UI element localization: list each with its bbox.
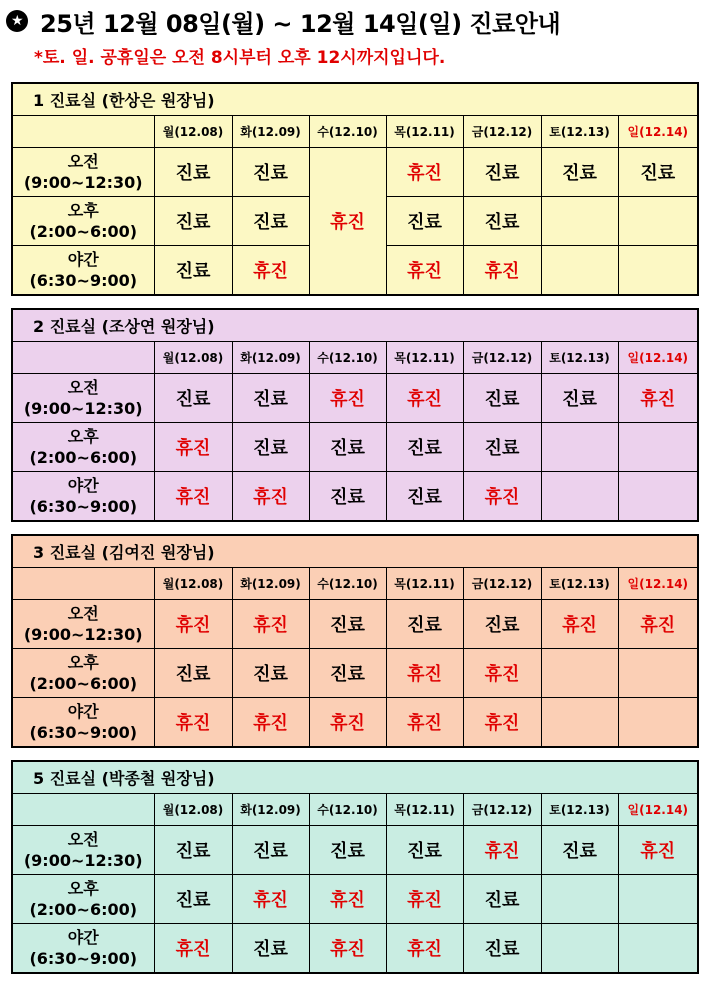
room-schedule-1 (11, 82, 697, 296)
table-row (12, 472, 698, 522)
schedule-cell: 진료 (232, 826, 309, 875)
slot-label (12, 826, 154, 875)
schedule-cell: 진료 (386, 826, 463, 875)
schedule-cell (541, 649, 618, 698)
schedule-cell: 휴진 (386, 875, 463, 924)
room-title: 2 진료실 (조상연 원장님) (12, 309, 698, 342)
schedule-cell (618, 423, 698, 472)
schedule-cell: 휴진 (463, 246, 541, 296)
schedule-cell: 휴진 (386, 148, 463, 197)
table-row (12, 148, 698, 197)
slot-time: (9:00~12:30) (23, 399, 143, 418)
day-header: 월(12.08) (154, 116, 232, 148)
slot-label (12, 924, 154, 974)
schedule-cell: 휴진 (232, 875, 309, 924)
schedule-cell: 휴진 (386, 698, 463, 748)
slot-label (12, 374, 154, 423)
table-row (12, 924, 698, 974)
schedule-cell: 진료 (232, 924, 309, 974)
corner-cell (12, 568, 154, 600)
slot-name: 오후 (67, 201, 99, 220)
schedule-cell: 휴진 (541, 600, 618, 649)
schedule-cell: 진료 (309, 600, 386, 649)
page-title-text: 25년 12월 08일(월) ~ 12월 14일(일) 진료안내 (40, 9, 561, 38)
page-title (6, 2, 560, 40)
schedule-cell: 진료 (541, 374, 618, 423)
day-header: 목(12.11) (386, 116, 463, 148)
room-schedule-4 (11, 760, 697, 974)
schedule-cell: 휴진 (309, 698, 386, 748)
schedule-cell: 진료 (154, 197, 232, 246)
slot-time: (6:30~9:00) (29, 497, 138, 516)
day-header: 화(12.09) (232, 794, 309, 826)
day-header: 토(12.13) (541, 116, 618, 148)
schedule-cell: 진료 (463, 924, 541, 974)
room-title: 1 진료실 (한상은 원장님) (12, 83, 698, 116)
day-header: 목(12.11) (386, 794, 463, 826)
slot-name: 야간 (67, 702, 99, 721)
slot-time: (9:00~12:30) (23, 625, 143, 644)
schedule-cell: 진료 (463, 148, 541, 197)
schedule-cell: 휴진 (463, 698, 541, 748)
schedule-cell: 진료 (463, 374, 541, 423)
schedule-cell: 휴진 (618, 374, 698, 423)
schedule-cell: 진료 (154, 649, 232, 698)
day-header: 토(12.13) (541, 568, 618, 600)
day-header: 일(12.14) (618, 342, 698, 374)
schedule-cell: 휴진 (154, 423, 232, 472)
schedule-table (11, 82, 699, 296)
corner-cell (12, 116, 154, 148)
day-header: 금(12.12) (463, 794, 541, 826)
schedule-cell: 휴진 (309, 148, 386, 296)
schedule-cell: 진료 (232, 374, 309, 423)
schedule-cell: 휴진 (618, 826, 698, 875)
slot-label (12, 197, 154, 246)
day-header: 일(12.14) (618, 568, 698, 600)
schedule-cell: 진료 (232, 148, 309, 197)
schedule-cell (541, 875, 618, 924)
schedule-cell (541, 472, 618, 522)
table-row (12, 649, 698, 698)
schedule-cell: 휴진 (618, 600, 698, 649)
slot-label (12, 698, 154, 748)
slot-name: 오전 (67, 152, 99, 171)
day-header: 목(12.11) (386, 568, 463, 600)
day-header: 목(12.11) (386, 342, 463, 374)
slot-name: 오후 (67, 879, 99, 898)
schedule-cell: 휴진 (309, 924, 386, 974)
table-row (12, 875, 698, 924)
day-header: 수(12.10) (309, 342, 386, 374)
weekend-notice: *토. 일. 공휴일은 오전 8시부터 오후 12시까지입니다. (34, 47, 446, 68)
room-title: 5 진료실 (박종철 원장님) (12, 761, 698, 794)
schedule-cell: 진료 (309, 423, 386, 472)
schedule-cell: 휴진 (232, 472, 309, 522)
day-header: 화(12.09) (232, 342, 309, 374)
schedule-cell: 진료 (541, 148, 618, 197)
schedule-cell: 휴진 (154, 698, 232, 748)
slot-label (12, 148, 154, 197)
schedule-cell: 진료 (386, 423, 463, 472)
schedule-table (11, 534, 699, 748)
day-header: 수(12.10) (309, 568, 386, 600)
slot-name: 야간 (67, 476, 99, 495)
slot-time: (9:00~12:30) (23, 851, 143, 870)
schedule-cell (618, 698, 698, 748)
schedule-cell: 휴진 (232, 600, 309, 649)
corner-cell (12, 794, 154, 826)
schedule-cell: 진료 (541, 826, 618, 875)
schedule-cell: 휴진 (463, 826, 541, 875)
schedule-cell: 휴진 (386, 649, 463, 698)
slot-label (12, 649, 154, 698)
slot-label (12, 600, 154, 649)
schedule-cell (541, 197, 618, 246)
schedule-table (11, 308, 699, 522)
schedule-cell: 휴진 (154, 472, 232, 522)
schedule-cell: 휴진 (154, 600, 232, 649)
slot-label (12, 423, 154, 472)
schedule-cell: 진료 (463, 600, 541, 649)
day-header: 월(12.08) (154, 568, 232, 600)
table-row (12, 826, 698, 875)
schedule-cell (541, 423, 618, 472)
schedule-cell: 휴진 (309, 875, 386, 924)
schedule-cell: 진료 (154, 875, 232, 924)
slot-name: 야간 (67, 250, 99, 269)
slot-time: (9:00~12:30) (23, 173, 143, 192)
schedule-cell: 진료 (386, 197, 463, 246)
schedule-cell: 진료 (386, 600, 463, 649)
room-schedule-2 (11, 308, 697, 522)
slot-name: 야간 (67, 928, 99, 947)
day-header: 일(12.14) (618, 794, 698, 826)
day-header: 화(12.09) (232, 568, 309, 600)
schedule-cell: 진료 (232, 649, 309, 698)
schedule-cell: 진료 (386, 472, 463, 522)
star-icon: ★ (6, 10, 28, 32)
schedule-cell: 휴진 (232, 246, 309, 296)
schedule-cell: 진료 (463, 197, 541, 246)
schedule-cell (618, 246, 698, 296)
day-header: 월(12.08) (154, 342, 232, 374)
slot-name: 오전 (67, 604, 99, 623)
day-header: 토(12.13) (541, 342, 618, 374)
corner-cell (12, 342, 154, 374)
day-header: 수(12.10) (309, 116, 386, 148)
schedule-cell (618, 924, 698, 974)
schedule-cell: 휴진 (232, 698, 309, 748)
schedule-cell: 휴진 (154, 924, 232, 974)
schedule-cell (618, 472, 698, 522)
schedule-cell: 진료 (309, 826, 386, 875)
slot-time: (2:00~6:00) (29, 222, 138, 241)
schedule-cell (541, 246, 618, 296)
schedule-cell (618, 875, 698, 924)
schedule-cell: 진료 (154, 246, 232, 296)
slot-name: 오후 (67, 653, 99, 672)
slot-time: (2:00~6:00) (29, 674, 138, 693)
slot-label (12, 875, 154, 924)
schedule-cell: 진료 (463, 875, 541, 924)
table-row (12, 698, 698, 748)
day-header: 수(12.10) (309, 794, 386, 826)
table-row (12, 600, 698, 649)
schedule-cell: 진료 (154, 374, 232, 423)
schedule-table (11, 760, 699, 974)
day-header: 토(12.13) (541, 794, 618, 826)
day-header: 일(12.14) (618, 116, 698, 148)
slot-name: 오전 (67, 830, 99, 849)
schedule-cell: 진료 (154, 148, 232, 197)
table-row (12, 374, 698, 423)
schedule-cell: 진료 (618, 148, 698, 197)
schedule-cell: 휴진 (386, 924, 463, 974)
day-header: 금(12.12) (463, 116, 541, 148)
schedule-cell (618, 197, 698, 246)
table-row (12, 423, 698, 472)
slot-time: (6:30~9:00) (29, 723, 138, 742)
slot-label (12, 472, 154, 522)
slot-time: (2:00~6:00) (29, 448, 138, 467)
slot-time: (6:30~9:00) (29, 949, 138, 968)
day-header: 금(12.12) (463, 342, 541, 374)
schedule-cell: 진료 (463, 423, 541, 472)
slot-time: (6:30~9:00) (29, 271, 138, 290)
schedule-cell: 진료 (309, 649, 386, 698)
day-header: 월(12.08) (154, 794, 232, 826)
schedule-cell (541, 698, 618, 748)
schedule-cell: 진료 (232, 423, 309, 472)
day-header: 화(12.09) (232, 116, 309, 148)
schedule-cell (618, 649, 698, 698)
slot-label (12, 246, 154, 296)
schedule-cell: 휴진 (386, 374, 463, 423)
slot-name: 오후 (67, 427, 99, 446)
schedule-cell: 휴진 (463, 649, 541, 698)
day-header: 금(12.12) (463, 568, 541, 600)
schedule-cell: 휴진 (463, 472, 541, 522)
schedule-cell: 진료 (154, 826, 232, 875)
schedule-cell: 휴진 (386, 246, 463, 296)
schedule-cell: 진료 (309, 472, 386, 522)
schedule-cell: 진료 (232, 197, 309, 246)
slot-time: (2:00~6:00) (29, 900, 138, 919)
room-schedule-3 (11, 534, 697, 748)
slot-name: 오전 (67, 378, 99, 397)
room-title: 3 진료실 (김여진 원장님) (12, 535, 698, 568)
schedule-cell: 휴진 (309, 374, 386, 423)
schedule-cell (541, 924, 618, 974)
